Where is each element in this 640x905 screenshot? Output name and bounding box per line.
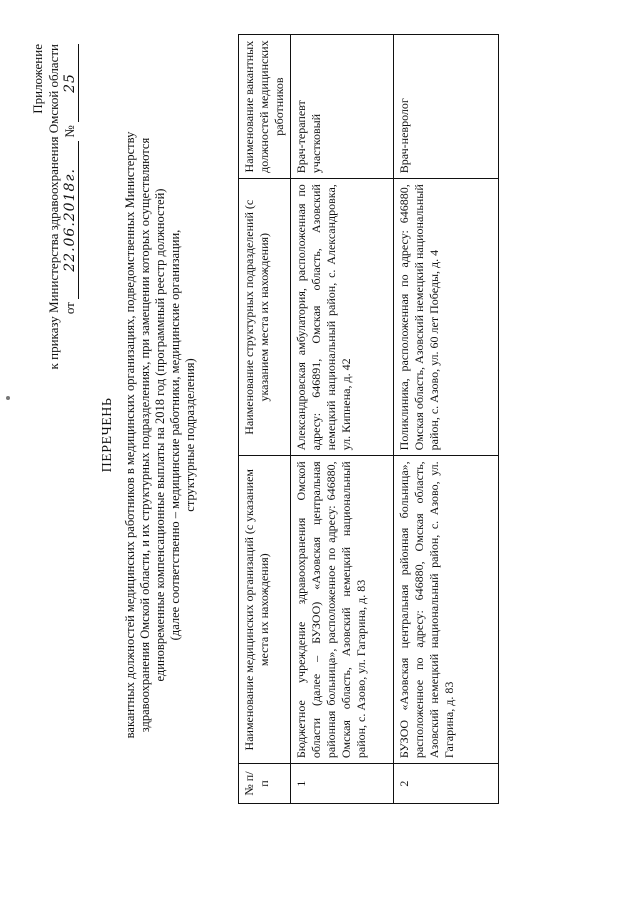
order-reference: к приказу Министерства здравоохранения Омской области xyxy=(46,44,61,370)
order-number: 25 xyxy=(62,44,79,122)
row-position: Врач-терапевт участковый xyxy=(291,35,394,179)
order-date-line xyxy=(62,44,79,464)
title-heading: ПЕРЕЧЕНЬ xyxy=(100,397,115,473)
title-line-2: здравоохранения Омской области, и их структурных подразделениях, при замещении которых осуществляются xyxy=(138,137,152,733)
header-position: Наименование вакантных должностей медицинских работников xyxy=(239,35,291,179)
appendix-label: Приложение xyxy=(30,44,45,114)
from-label: от xyxy=(62,302,77,315)
row-number: 2 xyxy=(394,764,499,804)
vacancy-table xyxy=(238,34,499,804)
header-division: Наименование структурных подразделений (с указанием места их нахождения) xyxy=(239,179,291,456)
row-division: Александровская амбулатория, расположенная по адресу: 646891, Омская область, Азовский немецкий национальный район, с. Александровка, ул. Кипнена, д. 42 xyxy=(291,179,394,456)
document-title xyxy=(100,75,198,795)
title-line-3: единовременные компенсационные выплаты на 2018 год (программный реестр должностей) xyxy=(153,188,167,682)
header-organization: Наименование медицинских организаций (с указанием места их нахождения) xyxy=(239,456,291,764)
title-line-5: структурные подразделения) xyxy=(183,358,197,512)
title-line-1: вакантных должностей медицинских работников в медицинских организациях, подведомственных Министерству xyxy=(123,131,137,739)
header-num: № п/п xyxy=(239,764,291,804)
number-label: № xyxy=(62,125,77,138)
table-header-row xyxy=(239,35,291,804)
appendix-header xyxy=(30,44,79,464)
table-row xyxy=(291,35,394,804)
table-row xyxy=(394,35,499,804)
row-division: Поликлиника, расположенная по адресу: 646880, Омская область, Азовский немецкий национальный район, с. Азово, ул. 60 лет Победы, д. 4 xyxy=(394,179,499,456)
row-organization: БУЗОО «Азовская центральная районная больница», расположенное по адресу: 646880, Омская область, Азовский немецкий национальный район, с. Азово, ул. Гагарина, д. 83 xyxy=(394,456,499,764)
row-number: 1 xyxy=(291,764,394,804)
title-line-4: (далее соответственно – медицинские работники, медицинские организации, xyxy=(168,229,182,641)
order-date: 22.06.2018г. xyxy=(62,141,79,299)
row-organization: Бюджетное учреждение здравоохранения Омской области (далее – БУЗОО) «Азовская центральная районная больница», расположенное по адресу: 646880, Омская область, Азовский немецкий национальный район, с. Азово, ул. Гагарина, д. 83 xyxy=(291,456,394,764)
row-position: Врач-невролог xyxy=(394,35,499,179)
